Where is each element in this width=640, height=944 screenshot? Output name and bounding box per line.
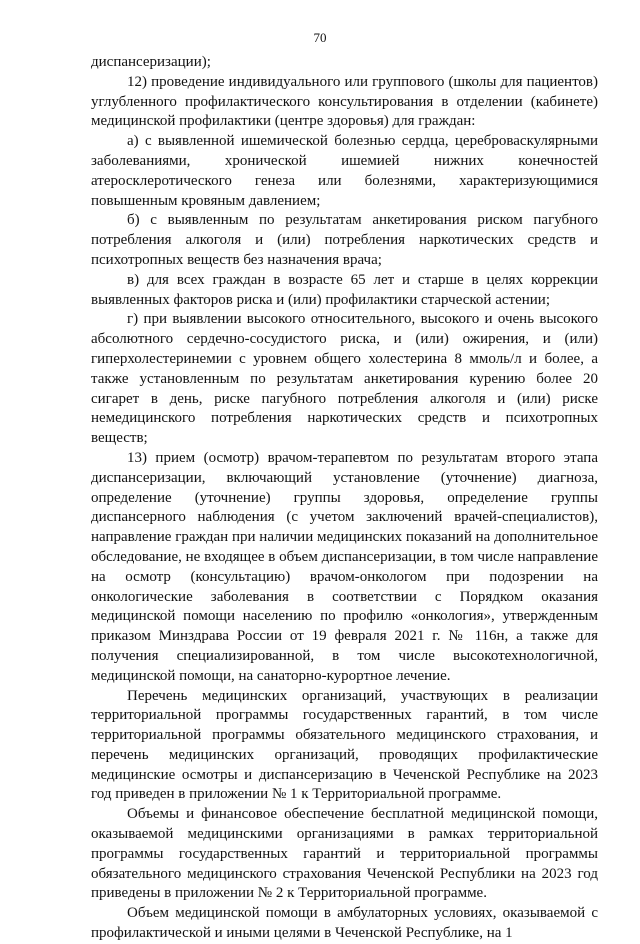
paragraph-5: в) для всех граждан в возрасте 65 лет и старше в целях коррекции выявленных факторов риска и (или) профилактики старческой астении;: [91, 271, 598, 308]
document-body: [91, 53, 598, 944]
paragraph-1: диспансеризации);: [91, 54, 211, 70]
paragraph-8: Перечень медицинских организаций, участвующих в реализации территориальной программы государственных гарантий, в том числе территориальной программы обязательного медицинского страхования, и перечень медицинских организаций, проводящих профилактические медицинские осмотры и диспансеризацию в Чеченской Республике на 2023 год приведен в приложении № 1 к Территориальной программе.: [91, 687, 598, 803]
paragraph-9: Объемы и финансовое обеспечение бесплатной медицинской помощи, оказываемой медицинскими организациями в рамках территориальной программы государственных гарантий и территориальной программы обязательного медицинского страхования Чеченской Республики на 2023 год приведены в приложении № 2 к Территориальной программе.: [91, 806, 598, 902]
paragraph-2: 12) проведение индивидуального или группового (школы для пациентов) углубленного профилактического консультирования в отделении (кабинете) медицинской профилактики (центре здоровья) для граждан:: [91, 73, 598, 130]
paragraph-6: г) при выявлении высокого относительного, высокого и очень высокого абсолютного сердечно-сосудистого риска, и (или) ожирения, и (или) гиперхолестеринемии с уровнем общего холестерина 8 ммоль/л и более, а также установленным по результатам анкетирования курению более 20 сигарет в день, риске пагубного потребления алкоголя и (или) риске немедицинского потребления наркотических средств и психотропных веществ;: [91, 311, 598, 447]
paragraph-4: б) с выявленным по результатам анкетирования риском пагубного потребления алкоголя и (или) потребления наркотических средств и психотропных веществ без назначения врача;: [91, 212, 598, 268]
paragraph-7: 13) прием (осмотр) врачом-терапевтом по результатам второго этапа диспансеризации, включающий установление (уточнение) диагноза, определение (уточнение) группы здоровья, определение группы диспансерного наблюдения (с учетом заключений врачей-специалистов), направление граждан при наличии медицинских показаний на дополнительное обследование, не входящее в объем диспансеризации, в том числе направление на осмотр (консультацию) врачом-онкологом при подозрении на онкологические заболевания в соответствии с Порядком оказания медицинской помощи населению по профилю «онкология», утвержденным приказом Минздрава России от 19 февраля 2021 г. № 116н, а также для получения специализированной, в том числе высокотехнологичной, медицинской помощи, на санаторно-курортное лечение.: [91, 449, 598, 684]
paragraph-3: а) с выявленной ишемической болезнью сердца, цереброваскулярными заболеваниями, хронической ишемией нижних конечностей атеросклеротического генеза или болезнями, характеризующимися повышенным кровяным давлением;: [91, 133, 598, 209]
page-number: 70: [313, 30, 327, 45]
paragraph-10: Объем медицинской помощи в амбулаторных условиях, оказываемой с профилактической и иными целями в Чеченской Республике, на 1: [91, 905, 598, 942]
